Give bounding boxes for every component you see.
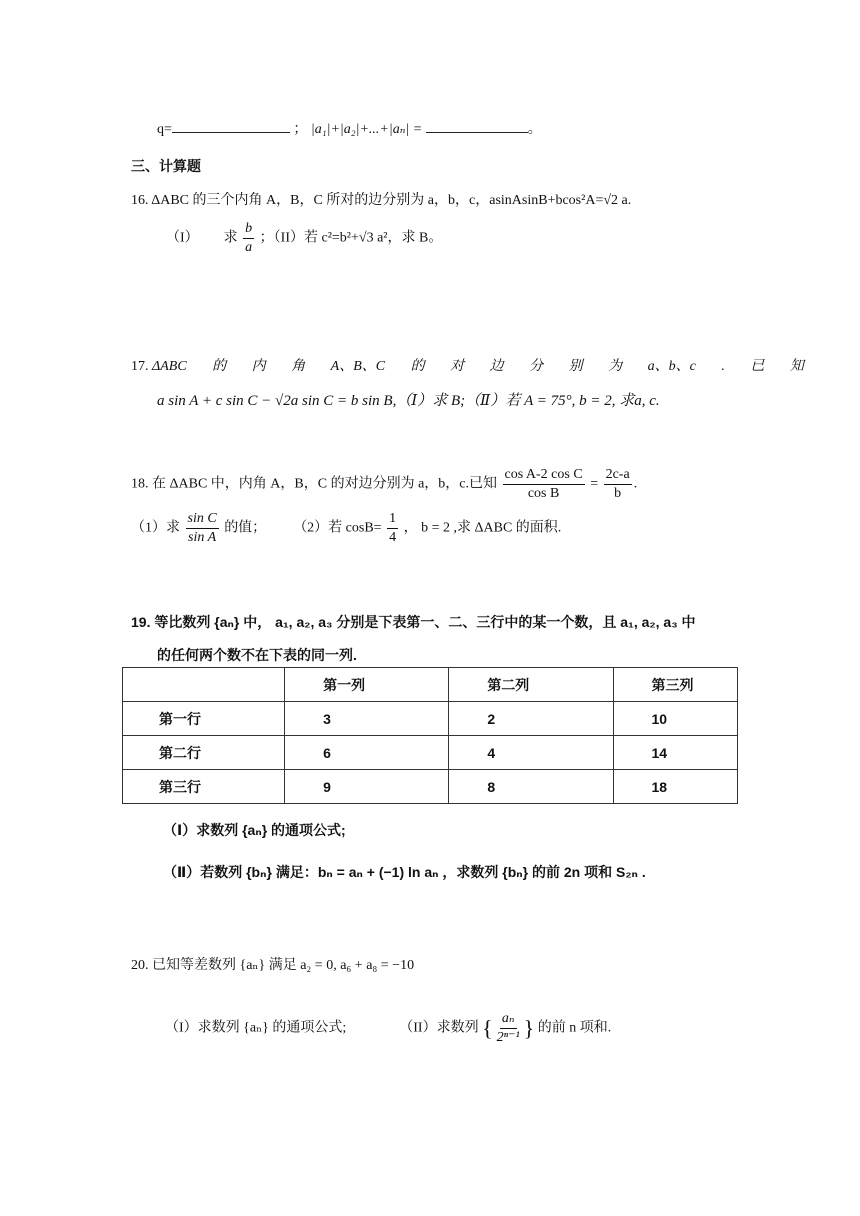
problem-18-q2-tail: ， b = 2 ,求 ΔABC 的面积. [403, 520, 562, 536]
abs-sum-expression: |a₁|+|a₂|+...+|aₙ| = [310, 122, 423, 137]
problem-20-part2-lead: （II）求数列 [399, 1020, 479, 1036]
fraction-cos-ratio [503, 466, 585, 503]
frac-denominator: cos B [527, 486, 560, 501]
q-blank[interactable] [172, 120, 290, 133]
table-cell: 6 [285, 736, 449, 770]
frac-denominator: b [614, 486, 622, 501]
frac-denominator: 2ⁿ⁻¹ [496, 1030, 520, 1045]
problem-20-part2-tail: 的前 n 项和. [537, 1020, 612, 1036]
table-header-cell: 第一列 [285, 668, 449, 702]
problem-19-part2: （Ⅱ）若数列 {bₙ} 满足：bₙ = aₙ + (−1) ln aₙ ，求数列 {bₙ} 的前 2n 项和 S₂ₙ . [163, 864, 646, 880]
problem-20 [131, 954, 414, 974]
table-row [123, 736, 738, 770]
problem-16-part2: ；（II）若 c²=b²+√3 a²，求 B。 [259, 230, 443, 246]
problem-16-text: ΔABC 的三个内角 A，B，C 所对的边分别为 a，b，c，asinAsinB+bcos²A=√2 a. [151, 193, 632, 208]
frac-numerator: 2c-a [604, 466, 632, 485]
problem-18-q2-label: （2）若 cosB= [293, 520, 382, 536]
table-cell: 第二行 [123, 736, 285, 770]
frac-numerator: sin C [186, 510, 219, 529]
frac-denominator: sin A [188, 530, 217, 545]
sum-blank[interactable] [426, 120, 528, 133]
problem-18-q1-tail: 的值； [224, 520, 267, 536]
table-cell: 8 [449, 770, 613, 804]
q-line [157, 118, 542, 138]
frac-denominator: 4 [389, 530, 397, 545]
fraction-an-over-power [495, 1010, 522, 1047]
table-cell: 4 [449, 736, 613, 770]
problem-17-line1: ΔABC 的 内 角 A、B、C 的 对 边 分 别 为 a、b、c . 已 知 [152, 359, 804, 374]
fraction-one-quarter [387, 510, 398, 547]
problem-18: 18. 在 ΔABC 中，内角 A，B，C 的对边分别为 a，b，c.已知 $\frac{\text{cos A-2 cos C}}{\text{cos B}}$ = $\frac{2c-a}{b}$ . [131, 467, 638, 501]
table-header-cell: 第三列 [613, 668, 737, 702]
problem-20-parts: （I）求数列 {aₙ} 的通项公式; （II）求数列 { $\frac{\text{aₙ}}{\text{2ⁿ⁻¹}}$ } 的前 n 项和. [165, 1011, 612, 1045]
table-cell: 10 [613, 702, 737, 736]
table-cell: 2 [449, 702, 613, 736]
table-header-cell: 第二列 [449, 668, 613, 702]
table-cell: 9 [285, 770, 449, 804]
problem-19-line1 [131, 612, 696, 632]
problem-18-parts [131, 510, 561, 547]
table-cell: 第三行 [123, 770, 285, 804]
q-label: q= [157, 122, 172, 137]
q-line-end: 。 [527, 122, 542, 137]
problem-19-text: 等比数列 {aₙ} 中， a₁, a₂, a₃ 分别是下表第一、二、三行中的某一个数，且 a₁, a₂, a₃ 中 [154, 614, 696, 630]
problem-16-part1-text: 求 [223, 230, 238, 246]
frac-numerator: aₙ [500, 1010, 517, 1029]
problem-16-number: 16. [131, 193, 149, 208]
table-header-cell [123, 668, 285, 702]
problem-16-parts [166, 220, 442, 257]
problem-16 [131, 189, 631, 209]
problem-19-line2: 的任何两个数不在下表的同一列. [157, 647, 357, 663]
problem-20-part1: （I）求数列 {aₙ} 的通项公式; [165, 1020, 347, 1036]
problem-19-number: 19. [131, 614, 151, 630]
table-row [123, 770, 738, 804]
problem-17-line2: a sin A + c sin C − √2a sin C = b sin B,（Ⅰ）求 B;（Ⅱ）若 A = 75°, b = 2, 求a, c. [157, 393, 660, 409]
frac-numerator: 1 [387, 510, 398, 529]
table-cell: 14 [613, 736, 737, 770]
table-cell: 3 [285, 702, 449, 736]
problem-18-text: 在 ΔABC 中，内角 A，B，C 的对边分别为 a，b，c.已知 [152, 476, 498, 492]
frac-denominator: a [245, 240, 253, 255]
q-separator: ； [293, 122, 308, 137]
table-cell: 18 [613, 770, 737, 804]
problem-17-number: 17. [131, 359, 149, 374]
section-title: 三、计算题 [131, 158, 201, 174]
problem-17 [131, 355, 804, 375]
data-table [122, 667, 738, 804]
problem-18-number: 18. [131, 476, 149, 492]
table-header-row [123, 668, 738, 702]
fraction-b-over-a [243, 220, 254, 257]
problem-20-text: 已知等差数列 {aₙ} 满足 a₂ = 0, a₆ + a₈ = −10 [152, 958, 415, 973]
fraction-side-ratio [604, 466, 632, 503]
problem-19-part1: （Ⅰ）求数列 {aₙ} 的通项公式; [163, 822, 346, 838]
table-row [123, 702, 738, 736]
frac-numerator: cos A-2 cos C [503, 466, 585, 485]
problem-16-part1-label: （I） [166, 230, 199, 246]
problem-20-number: 20. [131, 958, 149, 973]
problem-18-q1-label: （1）求 [131, 520, 180, 536]
table-cell: 第一行 [123, 702, 285, 736]
frac-numerator: b [243, 220, 254, 239]
fraction-sinC-over-sinA [186, 510, 219, 547]
